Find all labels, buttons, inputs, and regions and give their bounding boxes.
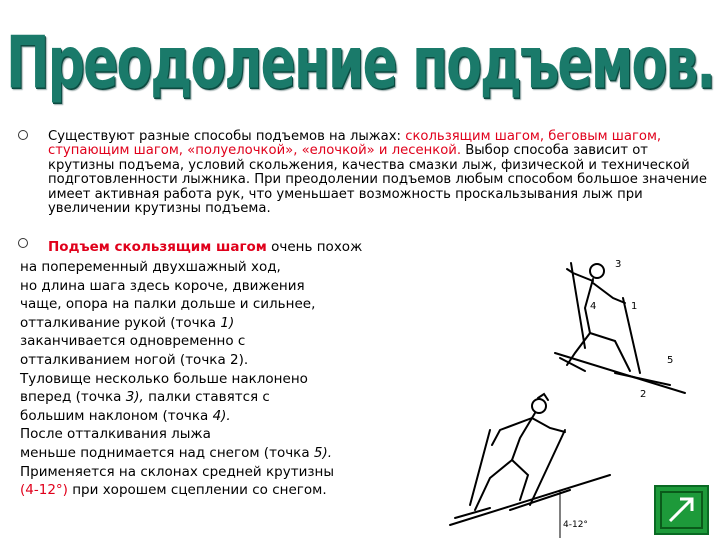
- next-slide-button[interactable]: [654, 485, 709, 535]
- skier-arm-back: [492, 418, 532, 445]
- skier-torso: [512, 413, 535, 460]
- text-line: отталкивание рукой (точка 1): [20, 314, 235, 331]
- methods-paragraph: Существуют разные способы подъемов на лыжах: скользящим шагом, беговым шагом, ступающим шагом, «полуелочкой», «елочкой» и лесенкой. Выбор способа зависит от крутизны подъема, условий скольжения, качества смазки лыж, физической и технической подготовленности лыжника. При преодолении подъемов любым способом большое значение имеет активная работа рук, что уменьшает возможность проскальзывания лыж при увеличении крутизны подъема.: [48, 129, 707, 217]
- skier-diagram-1: [545, 253, 695, 403]
- bullet-methods: [18, 130, 708, 216]
- point-label: 5: [667, 355, 674, 366]
- sliding-step-heading: Подъем скользящим шагом очень похож: [48, 239, 363, 255]
- bullet-dot: [18, 238, 28, 248]
- ski: [455, 508, 490, 518]
- arrow-icon: [656, 487, 707, 533]
- text-line: чаще, опора на палки дольше и сильнее,: [20, 296, 316, 313]
- point-label: 3: [615, 259, 622, 270]
- angle-label: 4-12°: [563, 520, 588, 530]
- slope-line: [450, 475, 610, 525]
- bullet-dot: [18, 130, 28, 140]
- text-line: но длина шага здесь короче, движения: [20, 277, 305, 294]
- text-line: заканчивается одновременно с: [20, 333, 246, 350]
- page-title: Преодоление подъемов.: [5, 20, 715, 105]
- text-line: на попеременный двухшажный ход,: [20, 259, 281, 275]
- text-line: меньше поднимается над снегом (точка 5).: [20, 444, 333, 461]
- text-line: отталкиванием ногой (точка 2).: [20, 351, 249, 368]
- text-line: большим наклоном (точка 4).: [20, 407, 231, 424]
- skier-head: [532, 399, 546, 413]
- skier-arm-front: [593, 283, 625, 303]
- skier-head: [590, 264, 604, 278]
- bullet-sliding-step: [18, 238, 458, 256]
- slope-line: [555, 353, 685, 393]
- skier-leg-front: [512, 460, 528, 500]
- text-line: Применяется на склонах средней крутизны: [20, 463, 335, 480]
- ski-pole: [470, 430, 490, 505]
- point-label: 1: [631, 301, 638, 312]
- text-line: вперед (точка 3), палки ставятся с: [20, 389, 270, 406]
- sliding-step-text: [20, 258, 450, 500]
- ski: [560, 358, 585, 371]
- point-label: 4: [590, 301, 597, 312]
- slope-range: (4-12°): [20, 482, 68, 499]
- skier-arm-front: [532, 418, 565, 432]
- text-line: (4-12°) при хорошем сцеплении со снегом.: [20, 482, 327, 499]
- text-line: Туловище несколько больше наклонено: [20, 370, 308, 387]
- skier-diagram-2: [440, 390, 615, 538]
- point-label: 2: [640, 389, 647, 400]
- methods-list: скользящим шагом, беговым шагом, ступающим шагом, «полуелочкой», «елочкой» и лесенкой.: [48, 129, 662, 159]
- text-line: После отталкивания лыжа: [20, 426, 211, 443]
- ski: [615, 373, 670, 385]
